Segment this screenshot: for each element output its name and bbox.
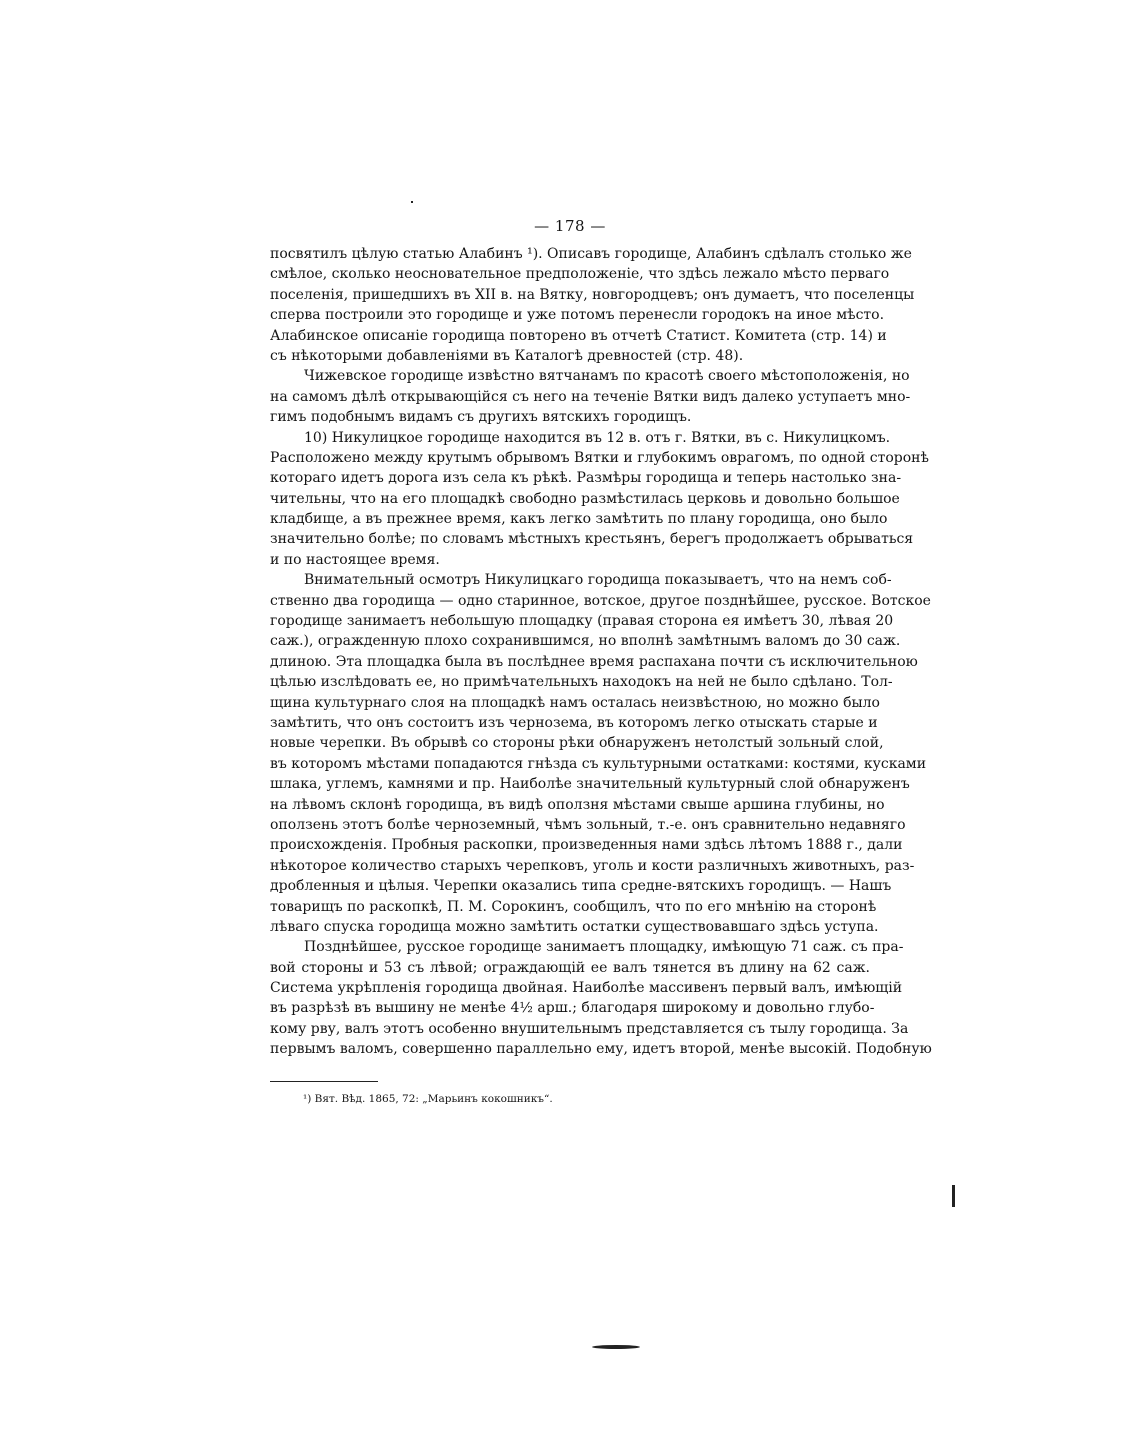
text-line: Позднѣйшее, русское городище занимаетъ площадку, имѣющую 71 саж. съ пра-: [304, 939, 904, 956]
text-line: поселенія, пришедшихъ въ XII в. на Вятку, новгородцевъ; онъ думаетъ, что поселенцы: [270, 286, 915, 303]
text-line: Внимательный осмотръ Никулицкаго городища показываетъ, что на немъ соб-: [304, 572, 892, 589]
text-line: замѣтить, что онъ состоитъ изъ чернозема, въ которомъ легко отыскать старые и: [270, 714, 878, 731]
text-line: кладбище, а въ прежнее время, какъ легко замѣтить по плану городища, оно было: [270, 511, 888, 528]
body-text: [270, 244, 932, 1060]
text-line: новые черепки. Въ обрывѣ со стороны рѣки обнаруженъ нетолстый зольный слой,: [270, 735, 884, 752]
text-line: въ которомъ мѣстами попадаются гнѣзда съ культурными остатками: костями, кусками: [270, 755, 927, 772]
text-line: на самомъ дѣлѣ открывающійся съ него на теченіе Вятки видъ далеко уступаетъ мно-: [270, 388, 911, 405]
page-number: — 178 —: [534, 217, 606, 235]
text-line: Чижевское городище извѣстно вятчанамъ по красотѣ своего мѣстоположенія, но: [304, 368, 910, 385]
text-line: ственно два городища — одно старинное, вотское, другое позднѣйшее, русское. Вотское: [270, 592, 931, 609]
text-line: съ нѣкоторыми добавленіями въ Каталогѣ древностей (стр. 48).: [270, 347, 744, 364]
text-line: нѣкоторое количество старыхъ черепковъ, уголь и кости различныхъ животныхъ, раз-: [270, 857, 915, 874]
text-line: вой стороны и 53 съ лѣвой; ограждающій ее валъ тянется въ длину на 62 саж.: [270, 959, 870, 976]
text-line: смѣлое, сколько неосновательное предположеніе, что здѣсь лежало мѣсто перваго: [270, 266, 890, 283]
text-line: гимъ подобнымъ видамъ съ другихъ вятскихъ городищъ.: [270, 409, 692, 426]
text-line: товарищъ по раскопкѣ, П. М. Сорокинъ, сообщилъ, что по его мнѣнію на сторонѣ: [270, 898, 877, 915]
text-line: Расположено между крутымъ обрывомъ Вятки и глубокимъ оврагомъ, по одной сторонѣ: [270, 449, 929, 466]
text-line: на лѣвомъ склонѣ городища, въ видѣ оползня мѣстами свыше аршина глубины, но: [270, 796, 885, 813]
text-line: городище занимаетъ небольшую площадку (правая сторона ея имѣетъ 30, лѣвая 20: [270, 613, 894, 630]
text-line: лѣваго спуска городища можно замѣтить остатки существовавшаго здѣсь уступа.: [270, 918, 879, 935]
text-line: чительны, что на его площадкѣ свободно размѣстилась церковь и довольно большое: [270, 490, 900, 507]
text-line: Система укрѣпленія городища двойная. Наиболѣе массивенъ первый валъ, имѣющій: [270, 980, 903, 997]
text-line: длиною. Эта площадка была въ послѣднее время распахана почти съ исключительною: [270, 653, 918, 670]
text-line: и по настоящее время.: [270, 551, 440, 568]
scan-mark: [592, 1345, 640, 1349]
text-line: происхожденія. Пробныя раскопки, произведенныя нами здѣсь лѣтомъ 1888 г., дали: [270, 837, 903, 854]
text-line: Алабинское описаніе городища повторено въ отчетѣ Статист. Комитета (стр. 14) и: [270, 327, 887, 344]
text-line: значительно болѣе; по словамъ мѣстныхъ крестьянъ, берегъ продолжаетъ обрываться: [270, 531, 914, 548]
text-line: 10) Никулицкое городище находится въ 12 в. отъ г. Вятки, въ с. Никулицкомъ.: [304, 429, 891, 446]
text-line: кому рву, валъ этотъ особенно внушительнымъ представляется съ тылу городища. За: [270, 1020, 909, 1037]
text-line: посвятилъ цѣлую статью Алабинъ ¹). Описавъ городище, Алабинъ сдѣлалъ столько же: [270, 246, 912, 262]
text-line: дробленныя и цѣлыя. Черепки оказались типа средне-вятскихъ городищъ. — Нашъ: [270, 878, 892, 895]
text-line: оползень этотъ болѣе черноземный, чѣмъ зольный, т.-е. онъ сравнительно недавняго: [270, 816, 906, 833]
text-line: въ разрѣзѣ въ вышину не менѣе 4½ арш.; благодаря широкому и довольно глубо-: [270, 1000, 875, 1017]
footnote-divider: [270, 1081, 378, 1082]
text-line: котораго идетъ дорога изъ села къ рѣкѣ. Размѣры городища и теперь настолько зна-: [270, 470, 902, 487]
text-line: первымъ валомъ, совершенно параллельно ему, идетъ второй, менѣе высокій. Подобную: [270, 1041, 932, 1058]
scan-mark: [952, 1185, 955, 1207]
footnote: ¹) Вят. Вѣд. 1865, 72: „Марьинъ кокошникъ“.: [303, 1093, 553, 1105]
scan-speck: [411, 201, 413, 203]
text-line: щина культурнаго слоя на площадкѣ намъ осталась неизвѣстною, но можно было: [270, 694, 880, 711]
text-line: сперва построили это городище и уже потомъ перенесли городокъ на иное мѣсто.: [270, 307, 885, 324]
text-line: саж.), огражденную плохо сохранившимся, но вполнѣ замѣтнымъ валомъ до 30 саж.: [270, 633, 901, 650]
text-line: шлака, углемъ, камнями и пр. Наиболѣе значительный культурный слой обнаруженъ: [270, 776, 910, 793]
text-line: цѣлью изслѣдовать ее, но примѣчательныхъ находокъ на ней не было сдѣлано. Тол-: [270, 674, 893, 691]
